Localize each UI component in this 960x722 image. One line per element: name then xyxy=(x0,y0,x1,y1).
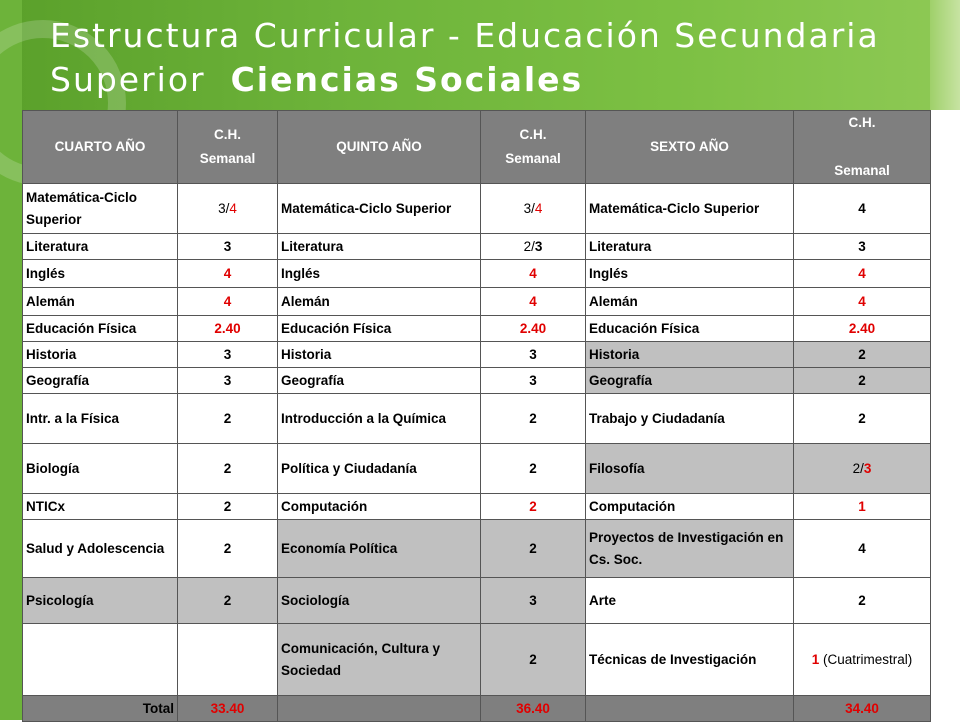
title-line-2 xyxy=(50,58,930,102)
table-header-row xyxy=(23,111,931,184)
subject-cell: Literatura xyxy=(586,234,794,260)
hours-cell: 3 xyxy=(481,342,586,368)
header-quinto: QUINTO AÑO xyxy=(278,111,481,184)
header-ch-top: C.H. xyxy=(214,127,241,142)
table-row xyxy=(23,316,931,342)
subject-cell: Alemán xyxy=(278,288,481,316)
hours-cell: 4 xyxy=(794,260,931,288)
hours-cell xyxy=(178,624,278,696)
hours-cell: 2 xyxy=(794,368,931,394)
header-ch-sexto xyxy=(794,111,931,184)
subject-cell: Matemática-Ciclo Superior xyxy=(586,184,794,234)
hours-value: 1 xyxy=(811,651,820,667)
title-line-2-normal: Superior xyxy=(50,60,206,99)
header-ch-top: C.H. xyxy=(519,127,547,142)
hours-cell: 3 xyxy=(178,342,278,368)
total-cuarto: 33.40 xyxy=(178,696,278,722)
total-sexto: 34.40 xyxy=(794,696,931,722)
subject-cell: Inglés xyxy=(586,260,794,288)
hours-cell: 4 xyxy=(481,260,586,288)
subject-cell: Matemática-Ciclo Superior xyxy=(278,184,481,234)
hours-cell: 2 xyxy=(481,394,586,444)
header-sexto: SEXTO AÑO xyxy=(586,111,794,184)
total-row xyxy=(23,696,931,722)
subject-cell: Educación Física xyxy=(23,316,178,342)
table-row xyxy=(23,184,931,234)
subject-cell: Economía Política xyxy=(278,520,481,578)
subject-cell: Trabajo y Ciudadanía xyxy=(586,394,794,444)
hours-cell: 2 xyxy=(481,494,586,520)
hours-cell: 2 xyxy=(794,342,931,368)
subject-cell xyxy=(23,624,178,696)
subject-cell: Literatura xyxy=(23,234,178,260)
title-line-1: Estructura Curricular - Educación Secundaria xyxy=(50,16,880,55)
hours-cell xyxy=(178,184,278,234)
subject-cell: Geografía xyxy=(586,368,794,394)
hours-cell: 3 xyxy=(481,578,586,624)
hours-cell: 2 xyxy=(178,578,278,624)
hours-cell: 4 xyxy=(794,520,931,578)
table-row xyxy=(23,394,931,444)
total-spacer xyxy=(586,696,794,722)
hours-cell xyxy=(481,234,586,260)
hours-cell: 2 xyxy=(178,394,278,444)
subject-cell: Geografía xyxy=(278,368,481,394)
hours-cell: 4 xyxy=(178,288,278,316)
hours-value-alt: 4 xyxy=(534,200,543,216)
hours-cell xyxy=(481,184,586,234)
hours-cell: 4 xyxy=(481,288,586,316)
table-row xyxy=(23,494,931,520)
hours-value: 3/ xyxy=(523,200,535,216)
hours-note: (Cuatrimestral) xyxy=(823,651,913,667)
subject-cell: Sociología xyxy=(278,578,481,624)
hours-cell: 3 xyxy=(794,234,931,260)
hours-cell xyxy=(794,624,931,696)
table-row xyxy=(23,520,931,578)
subject-cell: Proyectos de Investigación en Cs. Soc. xyxy=(586,520,794,578)
hours-cell: 3 xyxy=(178,368,278,394)
hours-cell: 3 xyxy=(178,234,278,260)
hours-cell: 2 xyxy=(481,624,586,696)
hours-cell: 2.40 xyxy=(794,316,931,342)
table-row xyxy=(23,444,931,494)
hours-cell: 2 xyxy=(178,494,278,520)
hours-cell: 4 xyxy=(794,288,931,316)
header-ch-top: C.H. xyxy=(848,115,876,130)
table-row xyxy=(23,624,931,696)
hours-value: 2/ xyxy=(523,238,535,254)
subject-cell: Historia xyxy=(23,342,178,368)
header-fade xyxy=(930,0,960,110)
header-ch-bottom: Semanal xyxy=(505,151,561,166)
hours-value-alt: 3 xyxy=(863,460,872,476)
hours-cell: 2 xyxy=(481,444,586,494)
subject-cell: Literatura xyxy=(278,234,481,260)
hours-cell: 4 xyxy=(794,184,931,234)
table-row xyxy=(23,234,931,260)
hours-cell: 2 xyxy=(178,444,278,494)
hours-cell: 2 xyxy=(794,394,931,444)
subject-cell: Biología xyxy=(23,444,178,494)
subject-cell: Educación Física xyxy=(278,316,481,342)
header-ch-bottom: Semanal xyxy=(834,163,890,178)
hours-cell: 2 xyxy=(794,578,931,624)
subject-cell: Técnicas de Investigación xyxy=(586,624,794,696)
table-row xyxy=(23,578,931,624)
total-label: Total xyxy=(23,696,178,722)
subject-cell: Matemática-Ciclo Superior xyxy=(23,184,178,234)
subject-cell: Alemán xyxy=(586,288,794,316)
subject-cell: Salud y Adolescencia xyxy=(23,520,178,578)
subject-cell: NTICx xyxy=(23,494,178,520)
title-line-2-bold: Ciencias Sociales xyxy=(230,60,584,99)
subject-cell: Arte xyxy=(586,578,794,624)
subject-cell: Inglés xyxy=(23,260,178,288)
subject-cell: Alemán xyxy=(23,288,178,316)
hours-cell: 3 xyxy=(481,368,586,394)
hours-value-alt: 4 xyxy=(229,200,237,216)
hours-cell: 2 xyxy=(178,520,278,578)
header-ch-bottom: Semanal xyxy=(199,151,256,166)
subject-cell: Inglés xyxy=(278,260,481,288)
curriculum-table xyxy=(22,110,931,722)
subject-cell: Historia xyxy=(278,342,481,368)
hours-cell: 1 xyxy=(794,494,931,520)
subject-cell: Política y Ciudadanía xyxy=(278,444,481,494)
table-row xyxy=(23,368,931,394)
subject-cell: Comunicación, Cultura y Sociedad xyxy=(278,624,481,696)
subject-cell: Psicología xyxy=(23,578,178,624)
hours-value: 2/ xyxy=(852,460,864,476)
hours-value: 3/ xyxy=(218,200,230,216)
subject-cell: Intr. a la Física xyxy=(23,394,178,444)
header-ch-cuarto xyxy=(178,111,278,184)
subject-cell: Historia xyxy=(586,342,794,368)
total-spacer xyxy=(278,696,481,722)
table-row xyxy=(23,288,931,316)
header-cuarto: CUARTO AÑO xyxy=(23,111,178,184)
hours-cell: 2.40 xyxy=(178,316,278,342)
table-row xyxy=(23,342,931,368)
subject-cell: Computación xyxy=(278,494,481,520)
subject-cell: Computación xyxy=(586,494,794,520)
total-quinto: 36.40 xyxy=(481,696,586,722)
hours-cell: 4 xyxy=(178,260,278,288)
hours-cell xyxy=(794,444,931,494)
hours-value-alt: 3 xyxy=(534,238,543,254)
hours-cell: 2.40 xyxy=(481,316,586,342)
subject-cell: Geografía xyxy=(23,368,178,394)
subject-cell: Introducción a la Química xyxy=(278,394,481,444)
table-row xyxy=(23,260,931,288)
header-ch-quinto xyxy=(481,111,586,184)
subject-cell: Filosofía xyxy=(586,444,794,494)
hours-cell: 2 xyxy=(481,520,586,578)
subject-cell: Educación Física xyxy=(586,316,794,342)
slide-title xyxy=(50,14,930,102)
